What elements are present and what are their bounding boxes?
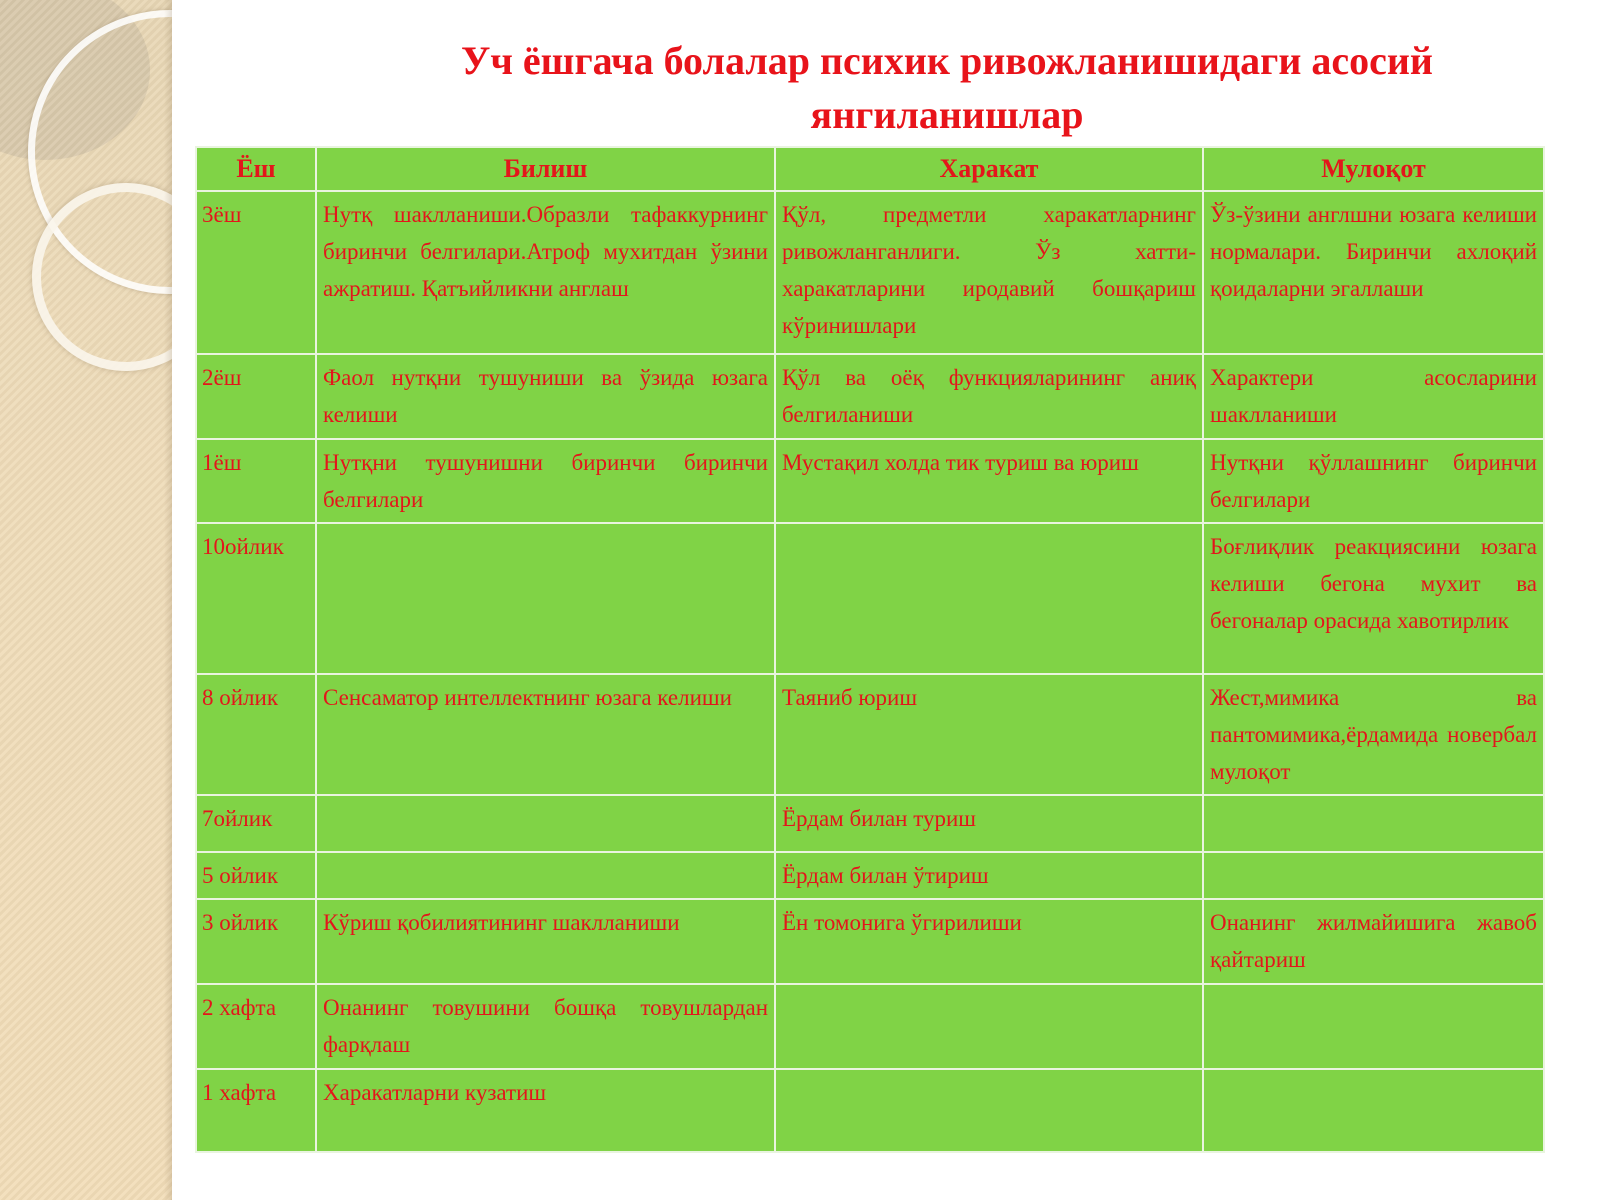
cell-age: 5 ойлик: [196, 852, 316, 899]
cell-movement: Қўл, предметли харакатларнинг ривожланганлиги. Ўз хатти-харакатларини иродавий бошқариш кўринишлари: [775, 191, 1203, 354]
cell-cognition: Нутқ шаклланиши.Образли тафаккурнинг биринчи белгилари.Атроф мухитдан ўзини ажратиш. Қатъийликни англаш: [316, 191, 775, 354]
cell-age: 3 ойлик: [196, 899, 316, 984]
cell-age: 2ёш: [196, 354, 316, 439]
table-row: [196, 899, 1544, 984]
table-row: [196, 354, 1544, 439]
cell-age: 1ёш: [196, 439, 316, 523]
cell-communication: [1203, 984, 1544, 1069]
cell-age: 7ойлик: [196, 795, 316, 852]
cell-movement: Қўл ва оёқ функцияларининг аниқ белгиланиши: [775, 354, 1203, 439]
table-row: [196, 523, 1544, 674]
table-row: [196, 191, 1544, 354]
cell-cognition: [316, 852, 775, 899]
table-header-row: [196, 147, 1544, 191]
cell-cognition: Фаол нутқни тушуниши ва ўзида юзага келиши: [316, 354, 775, 439]
development-table: [195, 146, 1545, 1153]
cell-communication: Нутқни қўллашнинг биринчи белгилари: [1203, 439, 1544, 523]
slide-title: Уч ёшгача болалар психик ривожланишидаги асосий янгиланишлар: [461, 38, 1433, 137]
cell-cognition: [316, 795, 775, 852]
cell-cognition: Онанинг товушини бошқа товушлардан фарқлаш: [316, 984, 775, 1069]
cell-cognition: Нутқни тушунишни биринчи биринчи белгилари: [316, 439, 775, 523]
cell-communication: Боғлиқлик реакциясини юзага келиши бегона мухит ва бегоналар орасида хавотирлик: [1203, 523, 1544, 674]
table-row: [196, 984, 1544, 1069]
cell-communication: Характери асосларини шаклланиши: [1203, 354, 1544, 439]
cell-movement: [775, 1069, 1203, 1152]
cell-age: 1 хафта: [196, 1069, 316, 1152]
cell-communication: [1203, 852, 1544, 899]
cell-cognition: [316, 523, 775, 674]
cell-age: 10ойлик: [196, 523, 316, 674]
table-row: [196, 795, 1544, 852]
cell-cognition: Кўриш қобилиятининг шаклланиши: [316, 899, 775, 984]
table-row: [196, 1069, 1544, 1152]
table-row: [196, 439, 1544, 523]
cell-movement: Мустақил холда тик туриш ва юриш: [775, 439, 1203, 523]
cell-movement: Ёрдам билан ўтириш: [775, 852, 1203, 899]
header-communication: Мулоқот: [1203, 147, 1544, 191]
cell-movement: [775, 984, 1203, 1069]
cell-communication: Ўз-ўзини англшни юзага келиши нормалари. Биринчи ахлоқий қоидаларни эгаллаши: [1203, 191, 1544, 354]
cell-cognition: Сенсаматор интеллектнинг юзага келиши: [316, 674, 775, 795]
cell-age: 8 ойлик: [196, 674, 316, 795]
table-row: [196, 674, 1544, 795]
cell-communication: [1203, 795, 1544, 852]
cell-communication: Жест,мимика ва пантомимика,ёрдамида новербал мулоқот: [1203, 674, 1544, 795]
cell-movement: [775, 523, 1203, 674]
cell-cognition: Харакатларни кузатиш: [316, 1069, 775, 1152]
header-cognition: Билиш: [316, 147, 775, 191]
cell-communication: [1203, 1069, 1544, 1152]
cell-movement: Ён томонига ўгирилиши: [775, 899, 1203, 984]
cell-age: 3ёш: [196, 191, 316, 354]
cell-movement: Ёрдам билан туриш: [775, 795, 1203, 852]
cell-age: 2 хафта: [196, 984, 316, 1069]
cell-movement: Таяниб юриш: [775, 674, 1203, 795]
header-age: Ёш: [196, 147, 316, 191]
header-movement: Харакат: [775, 147, 1203, 191]
table-row: [196, 852, 1544, 899]
cell-communication: Онанинг жилмайишига жавоб қайтариш: [1203, 899, 1544, 984]
decorative-side-panel: [0, 0, 172, 1200]
